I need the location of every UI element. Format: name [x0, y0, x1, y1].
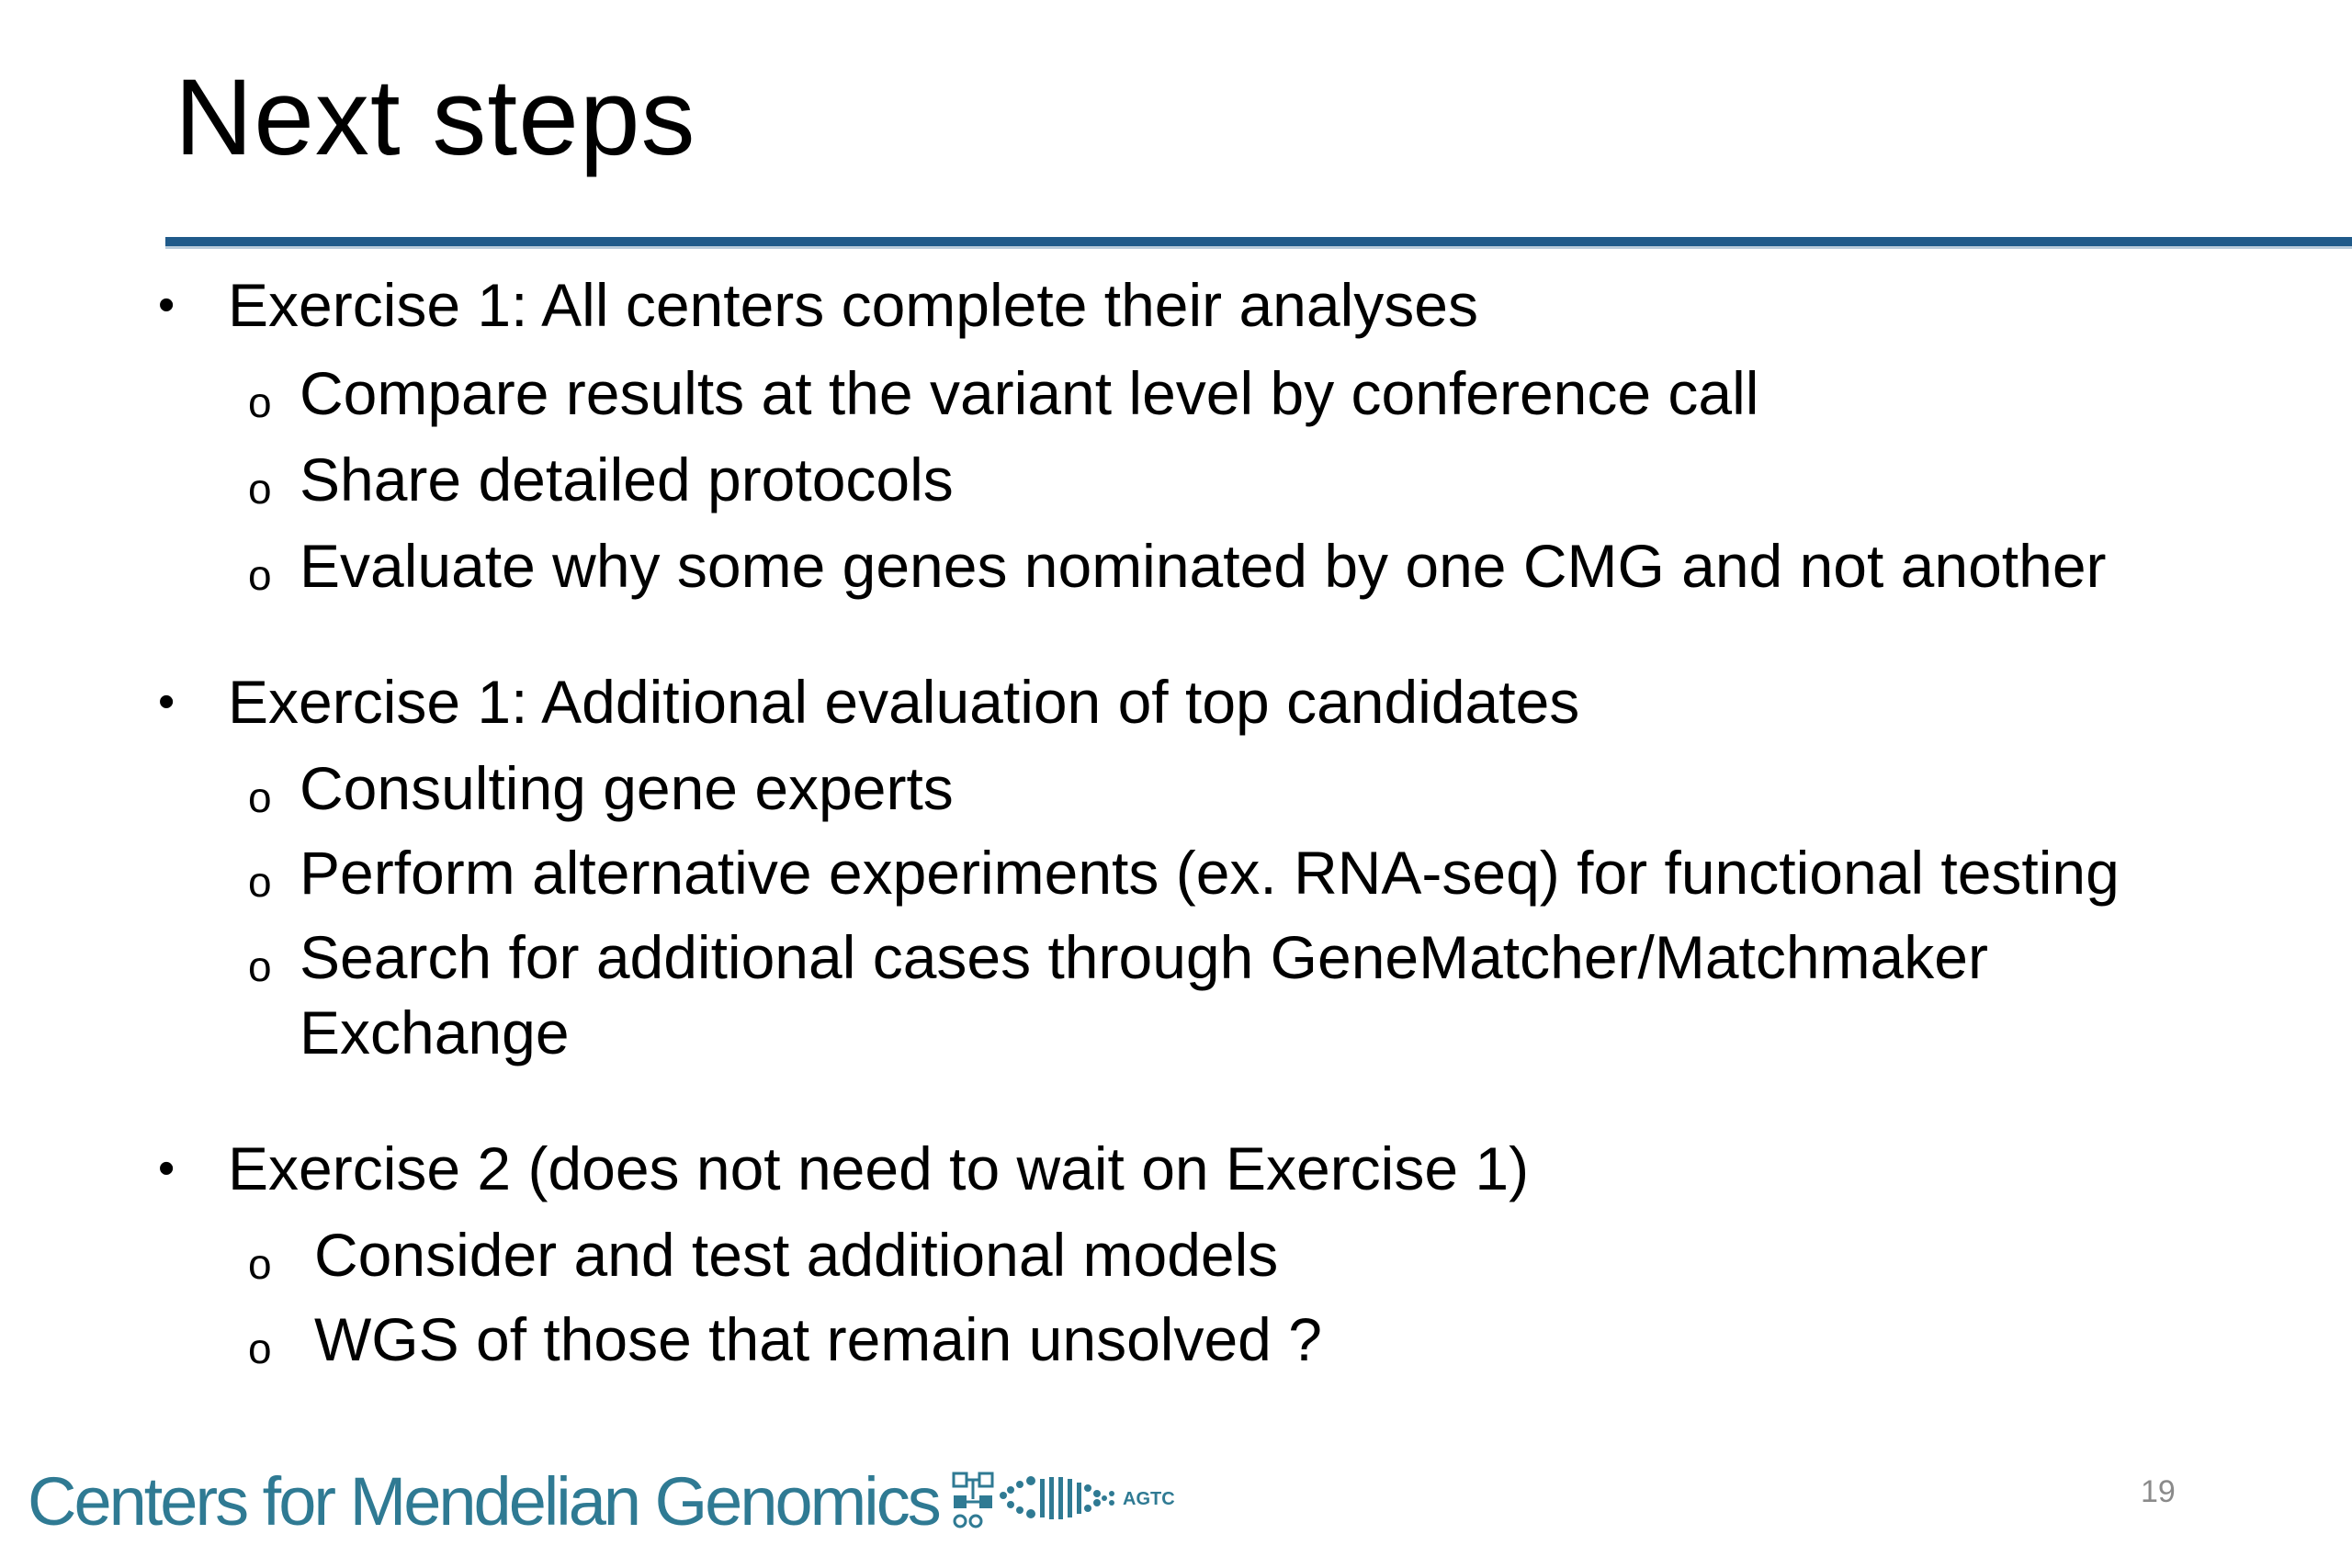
bullet-dot-icon: •: [158, 675, 175, 728]
bullet-circle-icon: o: [248, 773, 272, 821]
section-heading: Exercise 1: All centers complete their analyses: [228, 271, 1478, 339]
page-number: 19: [2141, 1474, 2176, 1509]
bullet-text: WGS of those that remain unsolved ?: [314, 1305, 1322, 1373]
bullet-circle-icon: o: [248, 551, 272, 599]
bullet-text: Compare results at the variant level by conference call: [300, 359, 1759, 427]
bullet-text: Perform alternative experiments (ex. RNA-seq) for functional testing: [300, 839, 2120, 907]
bullet-text: Consider and test additional models: [314, 1221, 1279, 1289]
slide-title: Next steps: [175, 57, 696, 178]
bullet-text: Share detailed protocols: [300, 446, 954, 513]
bullet-circle-icon: o: [248, 378, 272, 426]
bullet-circle-icon: o: [248, 465, 272, 513]
section-heading: Exercise 2 (does not need to wait on Exercise 1): [228, 1134, 1530, 1202]
title-divider: [165, 237, 2352, 246]
bullet-text: Search for additional cases through GeneMatcher/Matchmaker: [300, 923, 1988, 991]
footer-logo-text: Centers for Mendelian Genomics: [28, 1463, 939, 1540]
bullet-text: Consulting gene experts: [300, 754, 954, 822]
bullet-text-continuation: Exchange: [300, 998, 570, 1066]
bullet-circle-icon: o: [248, 942, 272, 990]
bullet-dot-icon: •: [158, 278, 175, 332]
footer-logo: [28, 1461, 1191, 1543]
section-heading: Exercise 1: Additional evaluation of top candidates: [228, 668, 1580, 736]
logo-suffix: AGTC: [1123, 1488, 1175, 1509]
title-divider-shadow: [165, 246, 2352, 249]
bullet-dot-icon: •: [158, 1142, 175, 1195]
dna-pedigree-icon: [952, 1468, 1191, 1537]
bullet-circle-icon: o: [248, 1240, 272, 1288]
bullet-circle-icon: o: [248, 858, 272, 906]
bullet-text: Evaluate why some genes nominated by one CMG and not another: [300, 532, 2107, 600]
bullet-circle-icon: o: [248, 1325, 272, 1372]
